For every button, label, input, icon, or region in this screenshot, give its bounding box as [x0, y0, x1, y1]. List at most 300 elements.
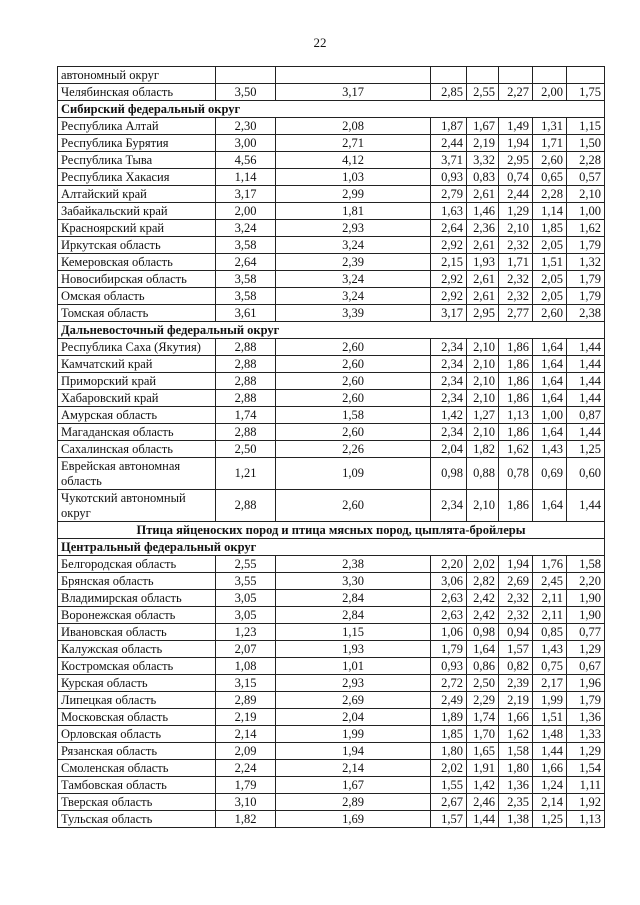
value-cell: 2,28: [567, 152, 605, 169]
region-name-cell: Липецкая область: [58, 692, 216, 709]
value-cell: 2,10: [467, 490, 499, 522]
value-cell: 2,04: [276, 709, 431, 726]
value-cell: 2,55: [467, 84, 499, 101]
value-cell: 2,30: [216, 118, 276, 135]
table-row: [58, 373, 605, 390]
table-row: [58, 490, 605, 522]
value-cell: 3,32: [467, 152, 499, 169]
value-cell: 1,94: [499, 135, 533, 152]
value-cell: 3,17: [276, 84, 431, 101]
value-cell: 1,43: [533, 641, 567, 658]
region-name-cell: Чукотский автономный округ: [58, 490, 216, 522]
value-cell: 2,05: [533, 288, 567, 305]
category-header-row: [58, 522, 605, 539]
value-cell: 1,62: [567, 220, 605, 237]
value-cell: 4,12: [276, 152, 431, 169]
value-cell: 1,90: [567, 607, 605, 624]
value-cell: 0,57: [567, 169, 605, 186]
value-cell: 1,00: [533, 407, 567, 424]
table-row: [58, 186, 605, 203]
value-cell: 1,86: [499, 356, 533, 373]
value-cell: 2,24: [216, 760, 276, 777]
value-cell: 3,55: [216, 573, 276, 590]
value-cell: 2,34: [431, 424, 467, 441]
table-row: [58, 271, 605, 288]
value-cell: 2,05: [533, 237, 567, 254]
region-name-cell: Кемеровская область: [58, 254, 216, 271]
value-cell: 1,79: [567, 288, 605, 305]
value-cell: 3,05: [216, 607, 276, 624]
region-name-cell: Республика Алтай: [58, 118, 216, 135]
region-name-cell: Алтайский край: [58, 186, 216, 203]
region-name-cell: Камчатский край: [58, 356, 216, 373]
value-cell: 1,93: [276, 641, 431, 658]
section-title: Дальневосточный федеральный округ: [58, 322, 605, 339]
value-cell: 1,75: [567, 84, 605, 101]
value-cell: 1,82: [216, 811, 276, 828]
value-cell: 0,65: [533, 169, 567, 186]
value-cell: 2,26: [276, 441, 431, 458]
region-name-cell: Тамбовская область: [58, 777, 216, 794]
value-cell: 1,86: [499, 339, 533, 356]
value-cell: 0,88: [467, 458, 499, 490]
value-cell: 0,85: [533, 624, 567, 641]
value-cell: 0,60: [567, 458, 605, 490]
value-cell: 2,44: [499, 186, 533, 203]
value-cell: 4,56: [216, 152, 276, 169]
value-cell: 2,89: [276, 794, 431, 811]
value-cell: 3,24: [276, 237, 431, 254]
value-cell: 1,64: [533, 390, 567, 407]
value-cell: 1,86: [499, 424, 533, 441]
section-header-row: [58, 101, 605, 118]
table-row: [58, 441, 605, 458]
value-cell: 2,92: [431, 237, 467, 254]
value-cell: 1,44: [567, 390, 605, 407]
table-row: [58, 573, 605, 590]
region-name-cell: Владимирская область: [58, 590, 216, 607]
region-name-cell: Омская область: [58, 288, 216, 305]
table-row: [58, 135, 605, 152]
region-name-cell: Брянская область: [58, 573, 216, 590]
value-cell: 1,03: [276, 169, 431, 186]
value-cell: 1,44: [533, 743, 567, 760]
value-cell: 2,00: [216, 203, 276, 220]
value-cell: 1,66: [533, 760, 567, 777]
value-cell: 1,82: [467, 441, 499, 458]
region-name-cell: Сахалинская область: [58, 441, 216, 458]
region-name-cell: Забайкальский край: [58, 203, 216, 220]
value-cell: 2,10: [499, 220, 533, 237]
value-cell: 2,67: [431, 794, 467, 811]
value-cell: 2,64: [216, 254, 276, 271]
value-cell: [276, 67, 431, 84]
value-cell: 2,99: [276, 186, 431, 203]
region-name-cell: Республика Бурятия: [58, 135, 216, 152]
region-name-cell: Смоленская область: [58, 760, 216, 777]
table-row: [58, 641, 605, 658]
value-cell: 1,58: [567, 556, 605, 573]
value-cell: 1,67: [276, 777, 431, 794]
value-cell: 2,35: [499, 794, 533, 811]
value-cell: 1,69: [276, 811, 431, 828]
value-cell: 1,57: [499, 641, 533, 658]
value-cell: 1,96: [567, 675, 605, 692]
table-row: [58, 220, 605, 237]
value-cell: 1,81: [276, 203, 431, 220]
value-cell: 2,88: [216, 424, 276, 441]
value-cell: 2,60: [533, 305, 567, 322]
value-cell: 2,02: [467, 556, 499, 573]
value-cell: 1,44: [567, 490, 605, 522]
region-name-cell: Костромская область: [58, 658, 216, 675]
value-cell: 2,88: [216, 356, 276, 373]
value-cell: 2,02: [431, 760, 467, 777]
value-cell: 2,17: [533, 675, 567, 692]
value-cell: 3,30: [276, 573, 431, 590]
value-cell: 2,10: [567, 186, 605, 203]
value-cell: 1,01: [276, 658, 431, 675]
value-cell: [431, 67, 467, 84]
value-cell: 1,67: [467, 118, 499, 135]
table-row: [58, 692, 605, 709]
value-cell: 1,44: [567, 356, 605, 373]
value-cell: 1,27: [467, 407, 499, 424]
value-cell: 1,85: [431, 726, 467, 743]
value-cell: 2,88: [216, 373, 276, 390]
value-cell: 2,19: [467, 135, 499, 152]
table-row: [58, 777, 605, 794]
value-cell: 1,64: [533, 424, 567, 441]
value-cell: 1,79: [567, 271, 605, 288]
table-row: [58, 152, 605, 169]
value-cell: 2,39: [276, 254, 431, 271]
region-name-cell: Белгородская область: [58, 556, 216, 573]
value-cell: 1,85: [533, 220, 567, 237]
value-cell: 1,62: [499, 441, 533, 458]
value-cell: 2,19: [499, 692, 533, 709]
value-cell: 0,87: [567, 407, 605, 424]
region-name-cell: Приморский край: [58, 373, 216, 390]
region-name-cell: Республика Хакасия: [58, 169, 216, 186]
value-cell: 2,14: [533, 794, 567, 811]
table-row: [58, 743, 605, 760]
table-row: [58, 84, 605, 101]
value-cell: 3,24: [276, 288, 431, 305]
value-cell: 1,32: [567, 254, 605, 271]
value-cell: 0,77: [567, 624, 605, 641]
category-title: Птица яйценоских пород и птица мясных пород, цыплята-бройлеры: [58, 522, 605, 539]
value-cell: 2,84: [276, 590, 431, 607]
value-cell: 1,23: [216, 624, 276, 641]
region-name-cell: Тверская область: [58, 794, 216, 811]
table-row: [58, 458, 605, 490]
value-cell: 1,24: [533, 777, 567, 794]
section-header-row: [58, 322, 605, 339]
value-cell: 0,69: [533, 458, 567, 490]
value-cell: 1,14: [216, 169, 276, 186]
value-cell: 2,92: [431, 288, 467, 305]
value-cell: 3,10: [216, 794, 276, 811]
value-cell: 1,58: [499, 743, 533, 760]
value-cell: 2,60: [533, 152, 567, 169]
value-cell: 1,71: [533, 135, 567, 152]
value-cell: 1,79: [216, 777, 276, 794]
table-row: [58, 811, 605, 828]
value-cell: 2,72: [431, 675, 467, 692]
value-cell: 1,44: [567, 424, 605, 441]
value-cell: 1,93: [467, 254, 499, 271]
value-cell: 2,34: [431, 490, 467, 522]
value-cell: 2,95: [499, 152, 533, 169]
value-cell: 1,44: [567, 373, 605, 390]
value-cell: 2,10: [467, 373, 499, 390]
value-cell: 0,67: [567, 658, 605, 675]
value-cell: 2,88: [216, 339, 276, 356]
value-cell: 2,61: [467, 237, 499, 254]
value-cell: 0,82: [499, 658, 533, 675]
value-cell: 2,92: [431, 271, 467, 288]
value-cell: 1,66: [499, 709, 533, 726]
value-cell: 2,09: [216, 743, 276, 760]
value-cell: 2,08: [276, 118, 431, 135]
value-cell: 1,71: [499, 254, 533, 271]
coefficients-table: [57, 66, 605, 828]
value-cell: 0,86: [467, 658, 499, 675]
region-name-cell: Хабаровский край: [58, 390, 216, 407]
value-cell: 1,80: [431, 743, 467, 760]
value-cell: 1,65: [467, 743, 499, 760]
value-cell: 3,06: [431, 573, 467, 590]
value-cell: 0,78: [499, 458, 533, 490]
value-cell: 2,61: [467, 288, 499, 305]
region-name-cell: Красноярский край: [58, 220, 216, 237]
value-cell: 1,15: [567, 118, 605, 135]
value-cell: 2,04: [431, 441, 467, 458]
value-cell: 1,94: [276, 743, 431, 760]
value-cell: [567, 67, 605, 84]
value-cell: [467, 67, 499, 84]
table-row: [58, 675, 605, 692]
value-cell: 2,29: [467, 692, 499, 709]
table-row: [58, 288, 605, 305]
region-name-cell: Республика Саха (Якутия): [58, 339, 216, 356]
value-cell: 1,38: [499, 811, 533, 828]
value-cell: 1,91: [467, 760, 499, 777]
value-cell: 1,79: [431, 641, 467, 658]
value-cell: 2,63: [431, 607, 467, 624]
value-cell: 2,14: [216, 726, 276, 743]
value-cell: 2,49: [431, 692, 467, 709]
value-cell: 2,07: [216, 641, 276, 658]
value-cell: 1,79: [567, 692, 605, 709]
table-row: [58, 726, 605, 743]
value-cell: 2,50: [467, 675, 499, 692]
value-cell: 0,75: [533, 658, 567, 675]
region-name-cell: автономный округ: [58, 67, 216, 84]
value-cell: 2,89: [216, 692, 276, 709]
value-cell: 1,29: [567, 743, 605, 760]
value-cell: 1,86: [499, 490, 533, 522]
value-cell: [216, 67, 276, 84]
value-cell: 1,42: [431, 407, 467, 424]
value-cell: 1,13: [567, 811, 605, 828]
value-cell: 1,48: [533, 726, 567, 743]
value-cell: 3,15: [216, 675, 276, 692]
value-cell: 2,15: [431, 254, 467, 271]
value-cell: 2,11: [533, 607, 567, 624]
value-cell: 1,79: [567, 237, 605, 254]
value-cell: 3,24: [216, 220, 276, 237]
value-cell: 1,86: [499, 390, 533, 407]
section-header-row: [58, 539, 605, 556]
table-row: [58, 305, 605, 322]
value-cell: 1,09: [276, 458, 431, 490]
region-name-cell: Курская область: [58, 675, 216, 692]
value-cell: 2,60: [276, 339, 431, 356]
value-cell: 1,63: [431, 203, 467, 220]
table-row: [58, 203, 605, 220]
value-cell: 2,63: [431, 590, 467, 607]
table-row: [58, 254, 605, 271]
value-cell: 1,25: [567, 441, 605, 458]
value-cell: 1,00: [567, 203, 605, 220]
value-cell: 1,87: [431, 118, 467, 135]
value-cell: 2,42: [467, 590, 499, 607]
table-row: [58, 407, 605, 424]
table-row: [58, 590, 605, 607]
value-cell: 2,32: [499, 237, 533, 254]
value-cell: 2,82: [467, 573, 499, 590]
value-cell: 3,58: [216, 271, 276, 288]
value-cell: 2,85: [431, 84, 467, 101]
region-name-cell: Томская область: [58, 305, 216, 322]
value-cell: 0,83: [467, 169, 499, 186]
region-name-cell: Амурская область: [58, 407, 216, 424]
value-cell: 1,64: [533, 373, 567, 390]
value-cell: 1,36: [499, 777, 533, 794]
table-body: [58, 67, 605, 828]
value-cell: 1,54: [567, 760, 605, 777]
value-cell: 2,60: [276, 373, 431, 390]
table-row: [58, 169, 605, 186]
value-cell: 1,31: [533, 118, 567, 135]
value-cell: 2,88: [216, 390, 276, 407]
table-row: [58, 356, 605, 373]
value-cell: 2,32: [499, 271, 533, 288]
region-name-cell: Еврейская автономная область: [58, 458, 216, 490]
value-cell: 2,10: [467, 356, 499, 373]
value-cell: 1,90: [567, 590, 605, 607]
value-cell: 1,42: [467, 777, 499, 794]
value-cell: 3,00: [216, 135, 276, 152]
value-cell: 2,55: [216, 556, 276, 573]
table-row: [58, 607, 605, 624]
value-cell: 2,34: [431, 390, 467, 407]
value-cell: 1,86: [499, 373, 533, 390]
value-cell: 0,93: [431, 658, 467, 675]
value-cell: 1,64: [533, 339, 567, 356]
region-name-cell: Воронежская область: [58, 607, 216, 624]
table-row: [58, 339, 605, 356]
value-cell: 1,44: [567, 339, 605, 356]
value-cell: 1,46: [467, 203, 499, 220]
value-cell: 1,57: [431, 811, 467, 828]
value-cell: 1,55: [431, 777, 467, 794]
page-number: 22: [313, 35, 327, 50]
value-cell: 1,99: [533, 692, 567, 709]
value-cell: [499, 67, 533, 84]
value-cell: 2,10: [467, 390, 499, 407]
value-cell: 1,58: [276, 407, 431, 424]
value-cell: 2,14: [276, 760, 431, 777]
value-cell: 3,58: [216, 237, 276, 254]
section-title: Центральный федеральный округ: [58, 539, 605, 556]
value-cell: 2,46: [467, 794, 499, 811]
value-cell: 2,88: [216, 490, 276, 522]
region-name-cell: Тульская область: [58, 811, 216, 828]
value-cell: 3,17: [431, 305, 467, 322]
value-cell: 1,74: [467, 709, 499, 726]
section-title: Сибирский федеральный округ: [58, 101, 605, 118]
table-row: [58, 390, 605, 407]
value-cell: 2,61: [467, 271, 499, 288]
region-name-cell: Московская область: [58, 709, 216, 726]
value-cell: 1,94: [499, 556, 533, 573]
value-cell: 2,45: [533, 573, 567, 590]
value-cell: 2,34: [431, 373, 467, 390]
value-cell: 3,05: [216, 590, 276, 607]
table-row: [58, 237, 605, 254]
value-cell: 1,70: [467, 726, 499, 743]
value-cell: 2,64: [431, 220, 467, 237]
value-cell: 3,39: [276, 305, 431, 322]
value-cell: 2,38: [276, 556, 431, 573]
region-name-cell: Калужская область: [58, 641, 216, 658]
value-cell: 2,93: [276, 220, 431, 237]
value-cell: 1,44: [467, 811, 499, 828]
value-cell: 2,69: [499, 573, 533, 590]
value-cell: 1,51: [533, 709, 567, 726]
table-row: [58, 67, 605, 84]
value-cell: 1,76: [533, 556, 567, 573]
value-cell: 2,19: [216, 709, 276, 726]
value-cell: 2,50: [216, 441, 276, 458]
value-cell: 0,98: [467, 624, 499, 641]
table-row: [58, 424, 605, 441]
value-cell: 2,27: [499, 84, 533, 101]
value-cell: 2,60: [276, 390, 431, 407]
value-cell: 2,44: [431, 135, 467, 152]
value-cell: 2,11: [533, 590, 567, 607]
value-cell: 0,93: [431, 169, 467, 186]
value-cell: 2,61: [467, 186, 499, 203]
region-name-cell: Республика Тыва: [58, 152, 216, 169]
region-name-cell: Рязанская область: [58, 743, 216, 760]
table-row: [58, 658, 605, 675]
value-cell: 2,60: [276, 424, 431, 441]
value-cell: 0,98: [431, 458, 467, 490]
region-name-cell: Орловская область: [58, 726, 216, 743]
value-cell: 1,92: [567, 794, 605, 811]
value-cell: 3,61: [216, 305, 276, 322]
value-cell: 2,05: [533, 271, 567, 288]
value-cell: 1,29: [499, 203, 533, 220]
value-cell: 2,93: [276, 675, 431, 692]
value-cell: 1,99: [276, 726, 431, 743]
table-row: [58, 794, 605, 811]
value-cell: 1,51: [533, 254, 567, 271]
